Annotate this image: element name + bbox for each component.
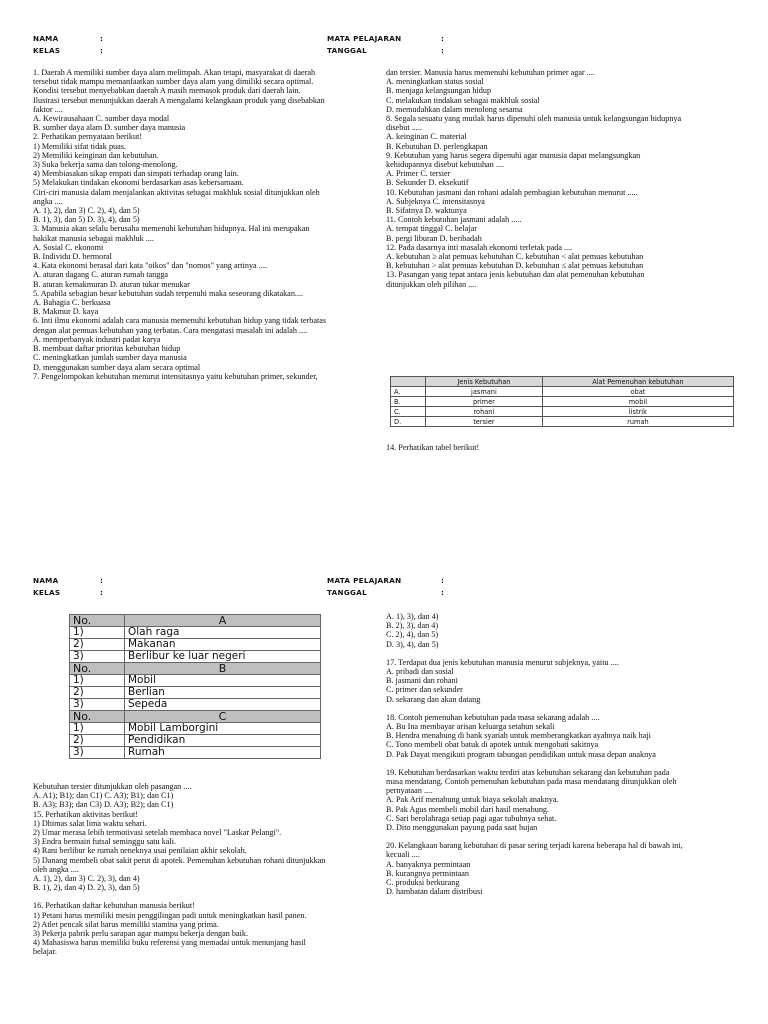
text-line: 4) Rani berlibur ke rumah neneknya usai penilaian akhir sekolah. — [33, 846, 247, 856]
text-line: Ciri-ciri manusia dalam menjalankan aktivitas sebagai makhluk sosial ditunjukkan oleh — [33, 187, 320, 197]
text-line: A. pribadi dan sosial — [386, 667, 454, 677]
q14-table — [69, 614, 321, 759]
text-line: 2) Umar merasa lebih termotivasi setelah membaca novel "Laskar Pelangi". — [33, 828, 282, 838]
text-line: 1) Memiliki sifat tidak puas. — [33, 141, 127, 151]
q13-cell: rumah — [542, 417, 733, 427]
text-line — [386, 832, 741, 841]
table-row — [391, 397, 734, 407]
table-row — [70, 699, 321, 711]
q14-item-text: Berlibur ke luar negeri — [125, 651, 321, 663]
q14-item-no: 2) — [70, 735, 125, 747]
text-line: A. Pak Arif menabung untuk biaya sekolah anaknya. — [386, 795, 559, 805]
q14-item-text: Olah raga — [125, 627, 321, 639]
q14-section-header — [70, 615, 321, 627]
text-line — [33, 892, 378, 901]
text-line: B. Sifatnya D. waktunya — [386, 206, 467, 216]
text-line: B. 1), 3), dan 5) D. 3), 4), dan 5) — [33, 215, 140, 225]
text-line: A. aturan dagang C. aturan rumah tangga — [33, 270, 169, 280]
q14-no-header: No. — [70, 615, 125, 627]
text-line: A. Kewirausahaan C. sumber daya modal — [33, 114, 170, 124]
text-line: 1. Daerah A memiliki sumber daya alam melimpah. Akan tetapi, masyarakat di daerah — [33, 68, 316, 77]
text-line: C. Sari berolahraga setiap pagi agar tubuhnya sehat. — [386, 813, 557, 823]
page1-right-column — [386, 68, 741, 289]
text-line — [386, 704, 741, 713]
text-line: Kondisi tersebut menyebabkan daerah A masih memasok produk dari daerah lain. — [33, 86, 301, 96]
tanggal-label: TANGGAL — [327, 46, 367, 55]
tanggal-colon: : — [441, 46, 445, 55]
text-line: 4) Mahasiswa harus memiliki buku referensi yang memadai untuk menunjang hasil — [33, 938, 306, 948]
text-line: 5) Danang membeli obat sakit perut di apotek. Pemenuhan kebutuhan rohani ditunjukkan — [33, 855, 326, 865]
mapel-colon: : — [441, 576, 445, 585]
text-line: A. A1); B1); dan C1) C. A3); B1); dan C1) — [33, 791, 174, 801]
page2-left-column — [33, 782, 378, 957]
nama-colon: : — [100, 34, 104, 43]
text-line: B. jasmani dan rohani — [386, 676, 458, 686]
q13-cell: listrik — [542, 407, 733, 417]
text-line: 1) Dhimas salat lima waktu sehari. — [33, 818, 147, 828]
q14-item-no: 2) — [70, 639, 125, 651]
q13-cell: primer — [426, 397, 543, 407]
text-line: B. aturan kemakmuran D. aturan tukar menukar — [33, 279, 190, 289]
q14-section-header — [70, 711, 321, 723]
text-line: B. kebutuhan > alat pemuas kebutuhan D. kebutuhan ≤ alat pemuas kebutuhan — [386, 261, 644, 271]
q14-item-text: Mobil Lamborgini — [125, 723, 321, 735]
text-line: 16. Perhatikan daftar kebutuhan manusia berikut! — [33, 901, 195, 911]
text-line: B. 1), 2), dan 4) D. 2), 3), dan 5) — [33, 883, 140, 893]
table-row — [391, 417, 734, 427]
text-line: 4) Membiasakan sikap empati dan simpati terhadap orang lain. — [33, 169, 239, 179]
q13-cell: C. — [391, 407, 426, 417]
table-row — [70, 651, 321, 663]
text-line: 17. Terdapat dua jenis kebutuhan manusia menurut subjeknya, yaitu .... — [386, 657, 619, 667]
text-line: pernyataan .... — [386, 786, 433, 796]
text-line: 20. Kelangkaan barang kebutuhan di pasar sering terjadi karena beberapa hal di bawah ini, — [386, 841, 683, 851]
table-row — [70, 687, 321, 699]
text-line: B. Sekunder D. eksekutif — [386, 178, 469, 188]
table-row — [70, 639, 321, 651]
text-line: B. Kebutuhan D. perlengkapan — [386, 141, 488, 151]
text-line: 1) Petani harus memiliki mesin penggilingan padi untuk meningkatkan hasil panen. — [33, 910, 307, 920]
text-line: dan tersier. Manusia harus memenuhi kebutuhan primer agar .... — [386, 68, 595, 77]
q14-section-label: B — [125, 663, 321, 675]
text-line: 5) Melakukan tindakan ekonomi berdasarkan asas kebersamaan. — [33, 178, 244, 188]
text-line: kecuali .... — [386, 850, 420, 860]
text-line: 3) Endra bermain futsal seminggu satu kali. — [33, 837, 177, 847]
text-line: 2) Memiliki keinginan dan kebutuhan. — [33, 150, 159, 160]
q13-cell: jasmani — [426, 387, 543, 397]
text-line: 8. Segala sesuatu yang mutlak harus dipenuhi oleh manusia untuk kelangsungan hidupnya — [386, 114, 682, 124]
text-line: A. memperbanyak industri padat karya — [33, 334, 161, 344]
q14-item-text: Pendidikan — [125, 735, 321, 747]
nama-label: NAMA — [33, 34, 59, 43]
page2-right-column — [386, 612, 741, 896]
text-line: ditunjukkan oleh pilihan .... — [386, 279, 477, 289]
text-line: C. 2), 4), dan 5) — [386, 630, 439, 640]
text-line: 3. Manusia akan selalu berusaha memenuhi kebutuhan hidupnya. Hal ini merupakan — [33, 224, 310, 234]
text-line: D. menggunakan sumber daya alam secara optimal — [33, 362, 201, 372]
text-line: B. Individu D. bermoral — [33, 252, 112, 262]
text-line: B. 2), 3), dan 4) — [386, 621, 439, 631]
text-line — [386, 649, 741, 658]
text-line: A. Sosial C. ekonomi — [33, 242, 104, 252]
q13-header-row — [391, 377, 734, 387]
q14-item-no: 3) — [70, 699, 125, 711]
text-line: A. keinginan C. material — [386, 132, 467, 142]
text-line: D. sekarang dan akan datang — [386, 694, 481, 704]
q13-cell: tersier — [426, 417, 543, 427]
text-line: D. 3), 4), dan 5) — [386, 639, 439, 649]
q14-intro: 14. Perhatikan tabel berikut! — [386, 443, 480, 452]
q14-item-text: Berlian — [125, 687, 321, 699]
q14-section-header — [70, 663, 321, 675]
text-line: 18. Contoh pemenuhan kebutuhan pada masa sekarang adalah .... — [386, 712, 600, 722]
worksheet-page-2 — [0, 512, 768, 1024]
text-line: A. Primer C. tersier — [386, 169, 451, 179]
q13-table — [390, 376, 734, 427]
tanggal-colon: : — [441, 588, 445, 597]
text-line: 7. Pengelompokan kebutuhan menurut intensitasnya yaitu kebutuhan primer, sekunder, — [33, 371, 318, 381]
text-line: 15. Perhatikan aktivitas berikut! — [33, 809, 139, 819]
text-line: B. menjaga kelangsungan hidup — [386, 86, 492, 96]
text-line: D. Dito menggunakan payung pada saat hujan — [386, 823, 538, 833]
text-line: B. sumber daya alam D. sumber daya manusia — [33, 123, 186, 133]
page1-left-column — [33, 68, 378, 381]
text-line: D. hambatan dalam distribusi — [386, 887, 483, 897]
text-line: 10. Kebutuhan jasmani dan rohani adalah pembagian kebutuhan menurut ..... — [386, 187, 638, 197]
text-line: hakikat manusia sebagai makhluk .... — [33, 233, 154, 243]
kelas-colon: : — [100, 46, 104, 55]
table-row — [70, 675, 321, 687]
q13-header-no — [391, 377, 426, 387]
nama-label: NAMA — [33, 576, 59, 585]
text-line: C. produksi berkurang — [386, 878, 460, 888]
q13-cell: mobil — [542, 397, 733, 407]
q13-cell: B. — [391, 397, 426, 407]
text-line: A. 1), 2), dan 3) C. 2), 4), dan 5) — [33, 206, 140, 216]
text-line: 2) Atlet pencak silat harus memiliki stamina yang prima. — [33, 919, 219, 929]
text-line: oleh angka .... — [33, 864, 79, 874]
text-line: A. banyaknya permintaan — [386, 859, 471, 869]
text-line: 6. Inti ilmu ekonomi adalah cara manusia memenuhi kebutuhan hidup yang tidak terbatas — [33, 316, 327, 326]
mapel-label: MATA PELAJARAN — [327, 576, 402, 585]
q13-cell: D. — [391, 417, 426, 427]
text-line: D. Pak Dayat mengikuti program tabungan pendidikan untuk masa depan anaknya — [386, 749, 656, 759]
text-line: D. memudahkan dalam menolong sesama — [386, 104, 523, 114]
table-row — [70, 627, 321, 639]
text-line: masa mendatang. Contoh pemenuhan kebutuhan pada masa mendatang ditunjukkan oleh — [386, 777, 677, 787]
text-line: B. kurangnya permintaan — [386, 868, 469, 878]
text-line: 5. Apabila sebagian besar kebutuhan sudah terpenuhi maka seseorang dikatakan.... — [33, 288, 304, 298]
text-line: 19. Kebutuhan berdasarkan waktu terdiri atas kebutuhan sekarang dan kebutuhan pada — [386, 767, 670, 777]
text-line: A. Bu Ina membayar arisan keluarga setahun sekali — [386, 722, 555, 732]
text-line: B. Makmur D. kaya — [33, 307, 99, 317]
text-line: Ilustrasi tersebut menunjukkan daerah A mengalami kelangkaan produk yang disebabkan — [33, 95, 325, 105]
text-line: B. A3); B3); dan C3) D. A3); B2); dan C1) — [33, 800, 174, 810]
text-line: disebut ..... — [386, 123, 422, 133]
q14-section-label: A — [125, 615, 321, 627]
q13-cell: obat — [542, 387, 733, 397]
kelas-colon: : — [100, 588, 104, 597]
text-line: 13. Pasangan yang tepat antara jenis kebutuhan dan alat pemenuhan kebutuhan — [386, 270, 645, 280]
table-row — [70, 747, 321, 759]
q14-item-text: Sepeda — [125, 699, 321, 711]
q14-no-header: No. — [70, 663, 125, 675]
q14-item-no: 1) — [70, 627, 125, 639]
table-row — [391, 387, 734, 397]
tanggal-label: TANGGAL — [327, 588, 367, 597]
q13-header-alat: Alat Pemenuhan kebutuhan — [542, 377, 733, 387]
text-line: belajar. — [33, 947, 57, 957]
q13-header-jenis: Jenis Kebutuhan — [426, 377, 543, 387]
text-line: tersebut tidak mampu memanfaatkan sumber daya alam yang dimiliki secara optimal. — [33, 77, 314, 87]
q14-item-text: Mobil — [125, 675, 321, 687]
text-line: A. 1), 3), dan 4) — [386, 612, 439, 621]
text-line: A. tempat tinggal C. belajar — [386, 224, 477, 234]
text-line: C. primer dan sekunder — [386, 685, 463, 695]
mapel-label: MATA PELAJARAN — [327, 34, 402, 43]
table-row — [70, 735, 321, 747]
text-line: A. Subjeknya C. intensitasnya — [386, 196, 485, 206]
text-line: C. Tono membeli obat batuk di apotek untuk mengobati sakitnya — [386, 740, 599, 750]
q14-section-label: C — [125, 711, 321, 723]
text-line: A. kebutuhan ≥ alat pemuas kebutuhan C. kebutuhan < alat pemuas kebutuhan — [386, 252, 644, 262]
text-line — [386, 759, 741, 768]
text-line: 11. Contoh kebutuhan jasmani adalah ..... — [386, 215, 522, 225]
text-line: 3) Pekerja pabrik perlu sarapan agar mampu bekerja dengan baik. — [33, 929, 249, 939]
text-line: B. Hendra menabung di bank syariah untuk memberangkatkan ayahnya naik haji — [386, 731, 651, 741]
q14-item-text: Makanan — [125, 639, 321, 651]
text-line: B. membuat daftar prioritas kebutuhan hidup — [33, 344, 181, 354]
text-line: angka .... — [33, 196, 63, 206]
kelas-label: KELAS — [33, 46, 61, 55]
q14-item-no: 3) — [70, 747, 125, 759]
q14-no-header: No. — [70, 711, 125, 723]
text-line: 3) Suka bekerja sama dan tolong-menolong. — [33, 160, 178, 170]
text-line: faktor .... — [33, 104, 63, 114]
text-line: 4. Kata ekonomi berasal dari kata "oikos" dan "nomos" yang artinya .... — [33, 261, 267, 271]
table-row — [70, 723, 321, 735]
text-line: C. melakukan tindakan sebagai makhluk sosial — [386, 95, 540, 105]
text-line: 2. Perhatikan pernyataan berikut! — [33, 132, 143, 142]
q14-item-no: 3) — [70, 651, 125, 663]
text-line: A. meningkatkan status sosial — [386, 77, 484, 87]
q14-item-no: 2) — [70, 687, 125, 699]
q14-item-no: 1) — [70, 723, 125, 735]
mapel-colon: : — [441, 34, 445, 43]
kelas-label: KELAS — [33, 588, 61, 597]
text-line: Kebutuhan tersier ditunjukkan oleh pasangan .... — [33, 782, 192, 791]
text-line: B. pergi liburan D. beribadah — [386, 233, 482, 243]
q14-item-text: Rumah — [125, 747, 321, 759]
text-line: A. 1), 2), dan 3) C. 2), 3), dan 4) — [33, 874, 140, 884]
table-row — [391, 407, 734, 417]
q13-cell: rohani — [426, 407, 543, 417]
nama-colon: : — [100, 576, 104, 585]
text-line: 9. Kebutuhan yang harus segera dipenuhi agar manusia dapat melangsungkan — [386, 150, 641, 160]
text-line: dengan alat pemuas kebutuhan yang terbatas. Cara mengatasi masalah ini adalah .... — [33, 325, 308, 335]
q14-item-no: 1) — [70, 675, 125, 687]
text-line: 12. Pada dasarnya inti masalah ekonomi terletak pada .... — [386, 242, 573, 252]
q13-cell: A. — [391, 387, 426, 397]
text-line: kehidupannya disebut kebutuhan .... — [386, 160, 505, 170]
text-line: B. Pak Agus membeli mobil dari hasil menabung. — [386, 804, 550, 814]
text-line: A. Bahagia C. berkuasa — [33, 298, 111, 308]
text-line: C. meningkatkan jumlah sumber daya manusia — [33, 353, 187, 363]
